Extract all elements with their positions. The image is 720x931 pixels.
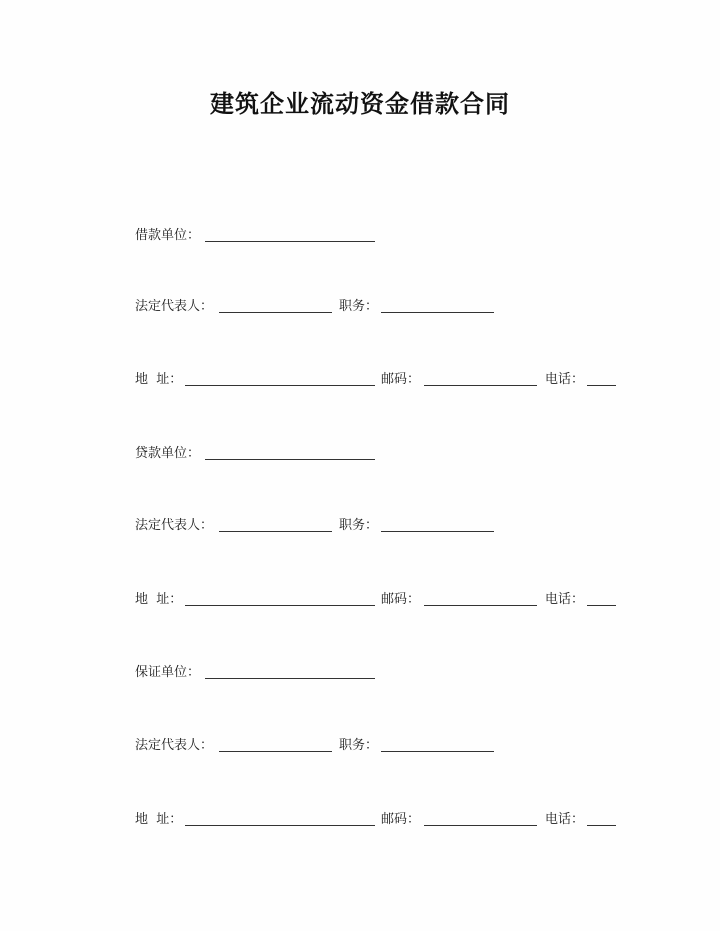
borrower-address-field[interactable] [185, 385, 375, 386]
guarantor-rep-label: 法定代表人： [135, 738, 214, 753]
borrower-phone-field[interactable] [587, 385, 616, 386]
lender-phone-label: 电话： [545, 592, 585, 607]
guarantor-postcode-field[interactable] [424, 825, 537, 826]
borrower-postcode-label: 邮码： [381, 372, 421, 387]
guarantor-position-label: 职务： [339, 738, 379, 753]
borrower-rep-field[interactable] [219, 312, 332, 313]
guarantor-phone-field[interactable] [587, 825, 616, 826]
guarantor-address-label: 地 址： [135, 812, 183, 827]
lender-phone-field[interactable] [587, 605, 616, 606]
document-title: 建筑企业流动资金借款合同 [210, 90, 510, 118]
borrower-phone-label: 电话： [545, 372, 585, 387]
lender-position-label: 职务： [339, 518, 379, 533]
guarantor-unit-label: 保证单位： [135, 665, 201, 680]
guarantor-postcode-label: 邮码： [381, 812, 421, 827]
guarantor-position-field[interactable] [381, 751, 494, 752]
borrower-position-label: 职务： [339, 299, 379, 314]
guarantor-address-field[interactable] [185, 825, 375, 826]
guarantor-unit-field[interactable] [205, 678, 375, 679]
lender-rep-label: 法定代表人： [135, 518, 214, 533]
borrower-unit-label: 借款单位： [135, 228, 201, 243]
guarantor-rep-field[interactable] [219, 751, 332, 752]
lender-postcode-field[interactable] [424, 605, 537, 606]
borrower-postcode-field[interactable] [424, 385, 537, 386]
lender-address-field[interactable] [185, 605, 375, 606]
lender-unit-field[interactable] [205, 459, 375, 460]
lender-unit-label: 贷款单位： [135, 446, 201, 461]
lender-address-label: 地 址： [135, 592, 183, 607]
guarantor-phone-label: 电话： [545, 812, 585, 827]
borrower-position-field[interactable] [381, 312, 494, 313]
lender-position-field[interactable] [381, 531, 494, 532]
lender-postcode-label: 邮码： [381, 592, 421, 607]
borrower-unit-field[interactable] [205, 241, 375, 242]
borrower-rep-label: 法定代表人： [135, 299, 214, 314]
lender-rep-field[interactable] [219, 531, 332, 532]
borrower-address-label: 地 址： [135, 372, 183, 387]
